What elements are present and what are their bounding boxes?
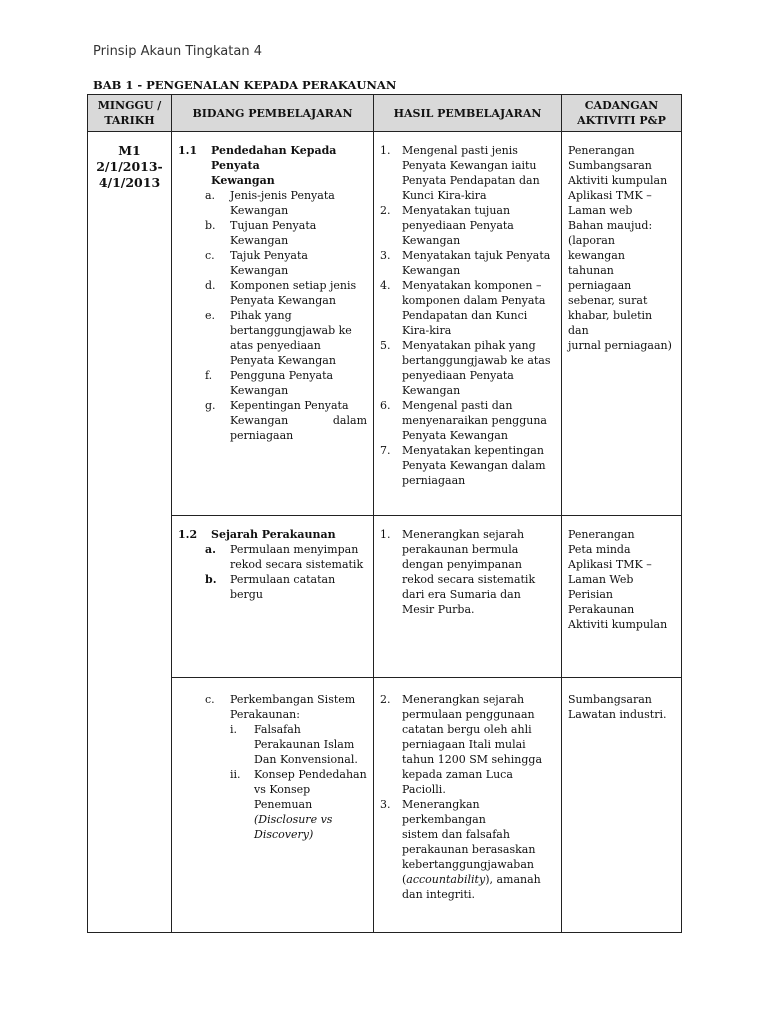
list-item: a. Jenis-jenis Penyata Kewangan <box>205 189 335 217</box>
list-item: d. Komponen setiap jenis Penyata Kewangan <box>205 279 357 307</box>
list-item: g. Kepentingan Penyata Kewangan dalam perniagaan <box>205 399 367 442</box>
learning-area-cell <box>172 516 374 678</box>
section-title: 1.2 Sejarah Perakaunan <box>178 528 336 541</box>
table-row <box>88 678 682 933</box>
learning-area-cell <box>172 132 374 516</box>
list-item: ii. Konsep Pendedahan vs Konsep Penemuan (Disclosure vs Discovery) <box>230 768 367 841</box>
week-code: M1 <box>118 143 141 158</box>
header-learning-area: BIDANG PEMBELAJARAN <box>172 95 374 132</box>
list-item: 5. Menyatakan pihak yang bertanggungjawab ke atas penyediaan Penyata Kewangan <box>380 339 551 397</box>
header-activities: CADANGAN AKTIVITI P&P <box>562 95 682 132</box>
list-item: 7. Menyatakan kepentingan Penyata Kewangan dalam perniagaan <box>380 444 546 487</box>
list-item: 3. Menerangkan perkembangan sistem dan falsafah perakaunan berasaskan kebertanggungjawaban (accountability), amanah dan integriti. <box>380 798 541 901</box>
learning-area-cell <box>172 678 374 933</box>
activities-cell: Sumbangsaran Lawatan industri. <box>562 678 682 933</box>
section-title: 1.1 Pendedahan Kepada Penyata Kewangan <box>178 144 337 187</box>
list-item: 1. Menerangkan sejarah perakaunan bermula dengan penyimpanan rekod secara sistematik dari era Sumaria dan Mesir Purba. <box>380 528 536 616</box>
list-item: 2. Menerangkan sejarah permulaan penggunaan catatan bergu oleh ahli perniagaan Itali mulai tahun 1200 SM sehingga kepada zaman Luca Paciolli. <box>380 693 542 796</box>
list-item: b. Permulaan catatan bergu <box>205 573 336 601</box>
week-date-start: 2/1/2013- <box>96 159 163 174</box>
activities-cell: Penerangan Peta minda Aplikasi TMK – Laman Web Perisian Perakaunan Aktiviti kumpulan <box>562 516 682 678</box>
list-item: 4. Menyatakan komponen – komponen dalam Penyata Pendapatan dan Kunci Kira-kira <box>380 279 546 337</box>
syllabus-table <box>87 94 682 933</box>
list-item: 6. Mengenal pasti dan menyenaraikan pengguna Penyata Kewangan <box>380 399 547 442</box>
list-item: 3. Menyatakan tajuk Penyata Kewangan <box>380 249 551 277</box>
document-header: Prinsip Akaun Tingkatan 4 <box>93 44 262 59</box>
header-learning-outcome: HASIL PEMBELAJARAN <box>374 95 562 132</box>
learning-outcome-cell <box>374 678 562 933</box>
learning-outcome-cell <box>374 132 562 516</box>
list-item: b. Tujuan Penyata Kewangan <box>205 219 317 247</box>
list-item: c. Perkembangan Sistem Perakaunan: <box>205 693 356 721</box>
activities-cell: Penerangan Sumbangsaran Aktiviti kumpulan Aplikasi TMK – Laman web Bahan maujud: (laporan kewangan tahunan perniagaan sebenar, surat khabar, buletin dan jurnal perniagaan) <box>562 132 682 516</box>
list-item: c. Tajuk Penyata Kewangan <box>205 249 308 277</box>
header-week: MINGGU / TARIKH <box>88 95 172 132</box>
week-cell <box>88 132 172 933</box>
list-item: f. Pengguna Penyata Kewangan <box>205 369 334 397</box>
week-date-end: 4/1/2013 <box>98 175 161 190</box>
list-item: 1. Mengenal pasti jenis Penyata Kewangan iaitu Penyata Pendapatan dan Kunci Kira-kira <box>380 144 540 202</box>
table-row <box>88 516 682 678</box>
table-row <box>88 132 682 516</box>
list-item: 2. Menyatakan tujuan penyediaan Penyata Kewangan <box>380 204 514 247</box>
learning-outcome-cell <box>374 516 562 678</box>
chapter-title: BAB 1 - PENGENALAN KEPADA PERAKAUNAN <box>93 78 397 92</box>
list-item: i. Falsafah Perakaunan Islam Dan Konvensional. <box>230 723 358 766</box>
list-item: a. Permulaan menyimpan rekod secara sistematik <box>205 543 364 571</box>
list-item: e. Pihak yang bertanggungjawab ke atas penyediaan Penyata Kewangan <box>205 309 352 367</box>
